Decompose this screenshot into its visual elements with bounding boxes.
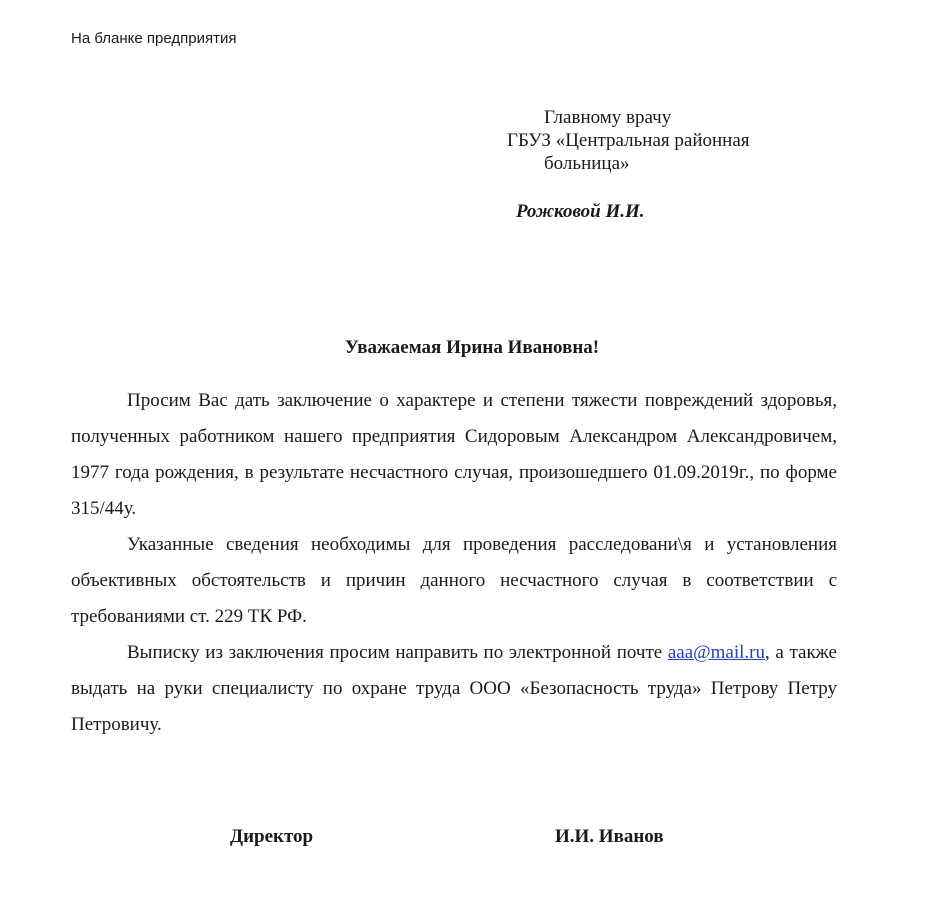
- recipient-name: Рожковой И.И.: [516, 201, 645, 222]
- recipient-organization-cont: больница»: [544, 153, 630, 174]
- recipient-organization: ГБУЗ «Центральная районная: [507, 130, 750, 151]
- letter-body: [71, 383, 837, 743]
- letterhead-note: На бланке предприятия: [71, 30, 237, 47]
- paragraph-delivery-end: , а также выдать на руки специалисту по охране труда ООО «Безопасность труда» Петрову Петру Петровичу.: [71, 642, 837, 735]
- email-link[interactable]: aaa@mail.ru: [667, 642, 766, 663]
- signature-title: Директор: [230, 826, 314, 847]
- paragraph-request: Просим Вас дать заключение о характере и степени тяжести повреждений здоровья, полученных работником нашего предприятия Сидоровым Александром Александровичем, 1977 года рождения, в результате несчастного случая, произошедшего 01.09.2019г., по форме 315/44у.: [71, 390, 837, 519]
- paragraph-purpose: Указанные сведения необходимы для проведения расследовани\я и установления объективных обстоятельств и причин данного несчастного случая в соответствии с требованиями ст. 229 ТК РФ.: [71, 534, 837, 627]
- paragraph-delivery-start: Выписку из заключения просим направить по электронной почте: [127, 642, 668, 663]
- salutation: Уважаемая Ирина Ивановна!: [344, 337, 600, 358]
- recipient-position: Главному врачу: [544, 107, 672, 128]
- paragraph-delivery: [71, 635, 837, 743]
- signature-name: И.И. Иванов: [555, 826, 664, 847]
